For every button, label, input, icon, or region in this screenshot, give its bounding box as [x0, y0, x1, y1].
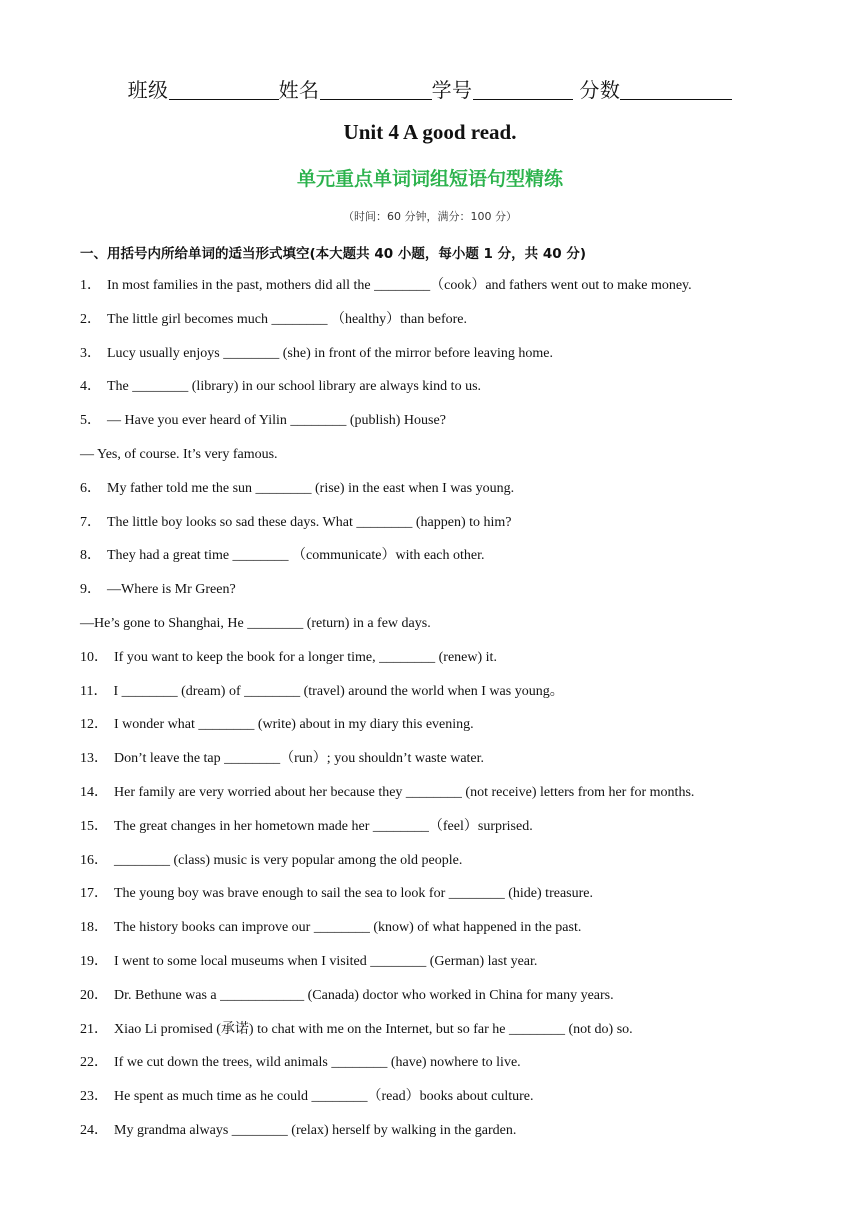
question-line — [80, 884, 800, 918]
question-line — [80, 1020, 800, 1054]
question-number: 6． — [80, 480, 101, 496]
question-line — [80, 851, 800, 885]
question-line — [80, 817, 800, 851]
question-list — [80, 276, 800, 1155]
question-text: The young boy was brave enough to sail the sea to look for ________ (hide) treasure. — [114, 886, 593, 902]
question-text: — Have you ever heard of Yilin ________ (publish) House? — [107, 413, 446, 429]
question-text: If we cut down the trees, wild animals ________ (have) nowhere to live. — [114, 1055, 521, 1071]
question-line — [80, 344, 800, 378]
question-number: 23． — [80, 1089, 108, 1105]
question-number: 9． — [80, 582, 101, 598]
question-line — [80, 1053, 800, 1087]
student-id-label: 学号 — [431, 78, 473, 102]
question-number: 8． — [80, 548, 101, 564]
question-line — [80, 918, 800, 952]
question-number: 21． — [80, 1021, 108, 1037]
class-blank[interactable] — [169, 81, 279, 100]
section-heading: 一、用括号内所给单词的适当形式填空(本大题共 40 小题，每小题 1 分，共 40 分) — [80, 246, 587, 262]
page-title: Unit 4 A good read. — [343, 120, 517, 144]
question-text: I went to some local museums when I visited ________ (German) last year. — [114, 953, 538, 969]
question-text: Dr. Bethune was a ____________ (Canada) doctor who worked in China for many years. — [114, 987, 614, 1003]
question-text: Lucy usually enjoys ________ (she) in front of the mirror before leaving home. — [107, 345, 553, 361]
question-text: — Yes, of course. It’s very famous. — [80, 446, 278, 462]
question-text: Xiao Li promised (承诺) to chat with me on the Internet, but so far he ________ (not do) so. — [114, 1021, 633, 1037]
question-text: —He’s gone to Shanghai, He ________ (return) in a few days. — [80, 615, 431, 631]
question-number: 4． — [80, 379, 101, 395]
question-number: 2． — [80, 311, 101, 327]
question-text: ________ (class) music is very popular among the old people. — [114, 852, 463, 868]
question-number: 7． — [80, 514, 101, 530]
question-line — [80, 952, 800, 986]
question-number: 5． — [80, 413, 101, 429]
question-line — [80, 749, 800, 783]
question-text: The ________ (library) in our school library are always kind to us. — [107, 379, 482, 395]
question-text: My father told me the sun ________ (rise) in the east when I was young. — [107, 480, 515, 496]
question-text: The little girl becomes much ________ （healthy）than before. — [107, 311, 468, 327]
question-text: I ________ (dream) of ________ (travel) around the world when I was young。 — [113, 683, 564, 699]
class-label: 班级 — [127, 78, 169, 102]
question-text: Don’t leave the tap ________（run）; you shouldn’t waste water. — [114, 751, 485, 767]
question-line — [80, 411, 800, 445]
student-id-blank[interactable] — [473, 81, 573, 100]
question-line — [80, 445, 800, 479]
question-text: Her family are very worried about her because they ________ (not receive) letters from her for months. — [114, 784, 695, 800]
question-text: They had a great time ________ （communicate）with each other. — [107, 548, 485, 564]
score-blank[interactable] — [620, 81, 732, 100]
question-number: 11． — [80, 683, 108, 699]
question-text: My grandma always ________ (relax) herself by walking in the garden. — [114, 1122, 517, 1138]
name-label: 姓名 — [278, 78, 320, 102]
question-line — [80, 276, 800, 310]
question-number: 18． — [80, 920, 108, 936]
question-text: He spent as much time as he could ________（read）books about culture. — [114, 1089, 534, 1105]
question-line — [80, 682, 800, 716]
question-line — [80, 783, 800, 817]
time-and-score-info: （时间：60 分钟，满分：100 分） — [343, 210, 517, 223]
question-line — [80, 479, 800, 513]
question-text: The history books can improve our ________ (know) of what happened in the past. — [114, 920, 582, 936]
question-text: —Where is Mr Green? — [107, 582, 236, 598]
question-number: 12． — [80, 717, 108, 733]
question-number: 24． — [80, 1122, 108, 1138]
question-number: 22． — [80, 1055, 108, 1071]
question-text: The little boy looks so sad these days. What ________ (happen) to him? — [107, 514, 512, 530]
question-line — [80, 377, 800, 411]
question-number: 1． — [80, 278, 101, 293]
question-line — [80, 513, 800, 547]
student-info-header — [0, 74, 860, 103]
question-line — [80, 310, 800, 344]
question-line — [80, 546, 800, 580]
question-text: If you want to keep the book for a longer time, ________ (renew) it. — [114, 649, 497, 665]
page-subtitle: 单元重点单词词组短语句型精练 — [296, 168, 563, 190]
question-number: 3． — [80, 345, 101, 361]
name-blank[interactable] — [320, 81, 432, 100]
question-text: The great changes in her hometown made her ________（feel）surprised. — [114, 818, 533, 834]
question-line — [80, 1087, 800, 1121]
question-number: 10． — [80, 649, 108, 665]
question-line — [80, 614, 800, 648]
question-line — [80, 986, 800, 1020]
question-number: 17． — [80, 886, 108, 902]
question-line — [80, 1121, 800, 1155]
question-text: I wonder what ________ (write) about in my diary this evening. — [114, 717, 474, 733]
question-line — [80, 648, 800, 682]
question-number: 19． — [80, 953, 108, 969]
question-line — [80, 715, 800, 749]
question-number: 16． — [80, 852, 108, 868]
question-number: 13． — [80, 751, 108, 767]
question-line — [80, 580, 800, 614]
question-number: 14． — [80, 784, 108, 800]
score-label: 分数 — [579, 78, 621, 102]
question-number: 20． — [80, 987, 108, 1003]
question-number: 15． — [80, 818, 108, 834]
question-text: In most families in the past, mothers did all the ________（cook）and fathers went out to make money. — [107, 278, 692, 293]
